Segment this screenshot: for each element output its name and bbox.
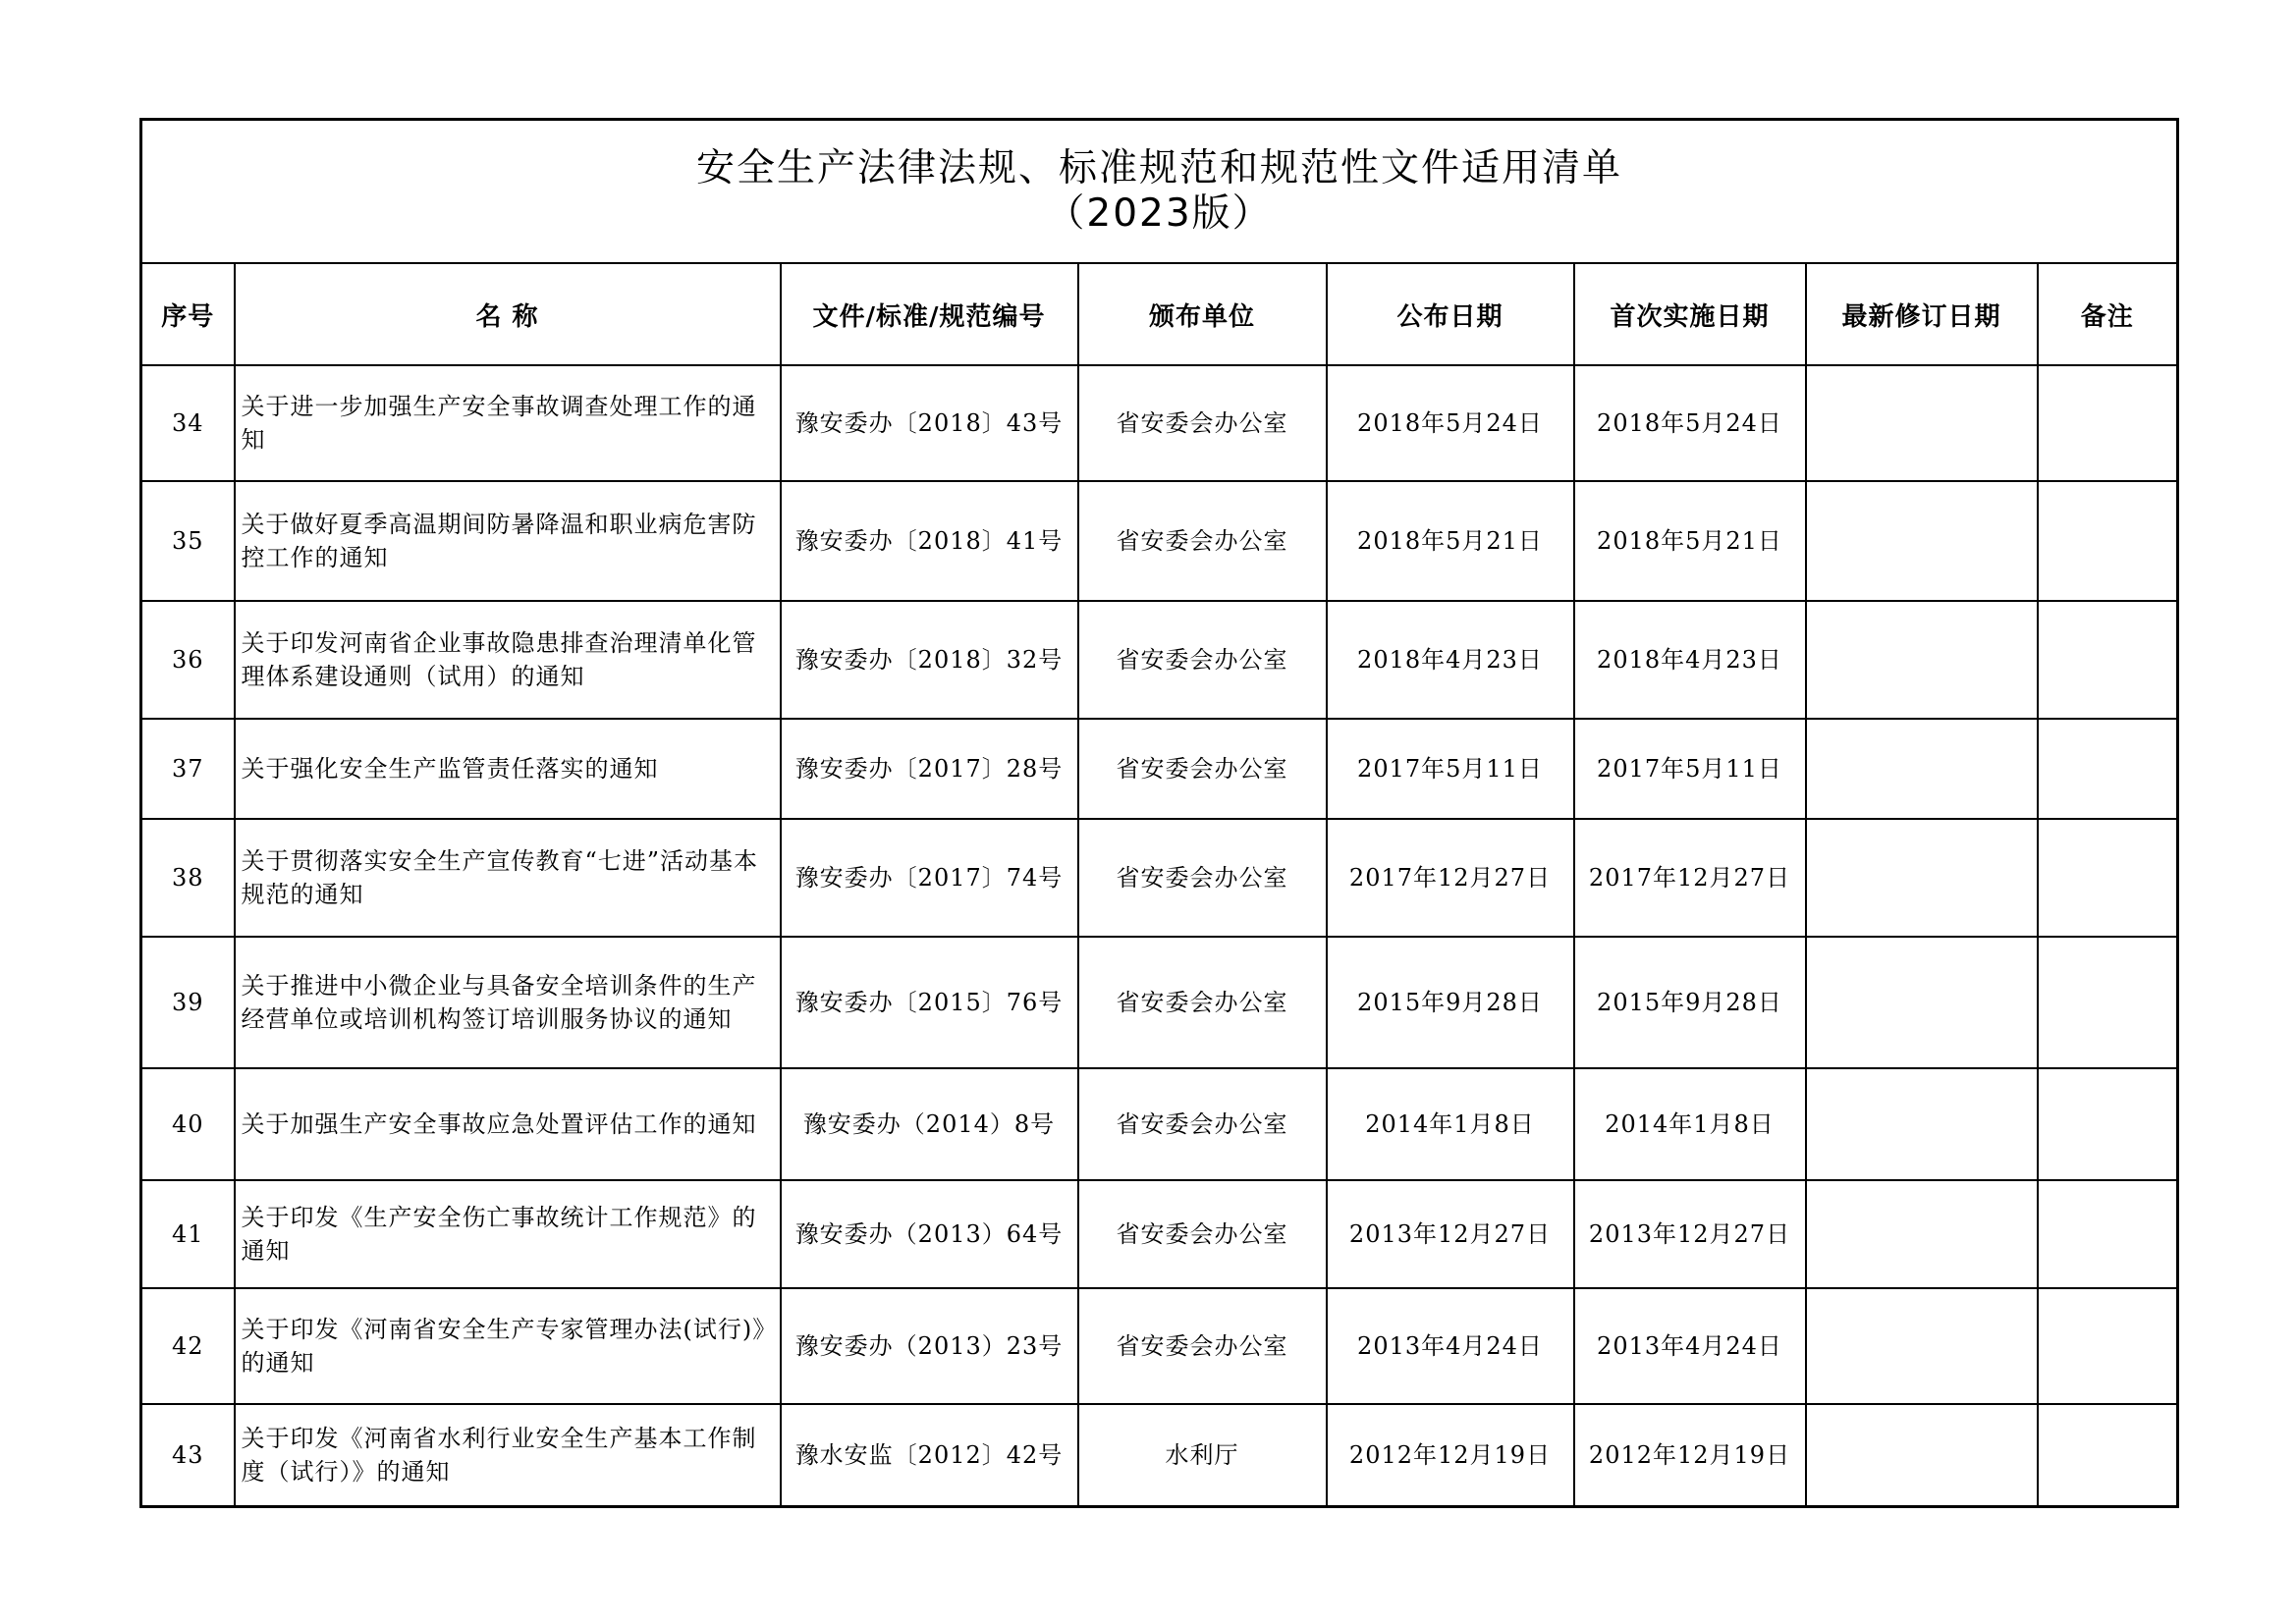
cell-revised [1806,719,2038,819]
cell-published: 2014年1月8日 [1327,1068,1574,1180]
table-row [141,937,2178,1068]
cell-code: 豫安委办〔2018〕41号 [781,481,1078,601]
cell-note [2038,1068,2178,1180]
cell-revised [1806,1068,2038,1180]
cell-effective: 2018年4月23日 [1574,601,1806,719]
cell-no: 37 [141,719,235,819]
cell-name: 关于加强生产安全事故应急处置评估工作的通知 [235,1068,781,1180]
cell-code: 豫安委办〔2018〕43号 [781,365,1078,481]
cell-published: 2013年12月27日 [1327,1180,1574,1288]
table-title [141,120,2178,264]
cell-no: 36 [141,601,235,719]
cell-no: 41 [141,1180,235,1288]
table-row [141,719,2178,819]
cell-issuer: 省安委会办公室 [1078,1068,1327,1180]
cell-note [2038,937,2178,1068]
cell-effective: 2017年5月11日 [1574,719,1806,819]
col-header-code: 文件/标准/规范编号 [781,263,1078,365]
cell-published: 2018年5月24日 [1327,365,1574,481]
cell-code: 豫安委办（2013）64号 [781,1180,1078,1288]
col-header-note: 备注 [2038,263,2178,365]
cell-code: 豫安委办〔2015〕76号 [781,937,1078,1068]
cell-code: 豫水安监〔2012〕42号 [781,1404,1078,1506]
cell-code: 豫安委办〔2018〕32号 [781,601,1078,719]
cell-code: 豫安委办〔2017〕74号 [781,819,1078,937]
table-row [141,1068,2178,1180]
table-row [141,601,2178,719]
cell-effective: 2018年5月21日 [1574,481,1806,601]
cell-issuer: 省安委会办公室 [1078,481,1327,601]
cell-name: 关于印发河南省企业事故隐患排查治理清单化管理体系建设通则（试用）的通知 [235,601,781,719]
col-header-published: 公布日期 [1327,263,1574,365]
cell-no: 40 [141,1068,235,1180]
cell-issuer: 省安委会办公室 [1078,365,1327,481]
cell-code: 豫安委办（2014）8号 [781,1068,1078,1180]
cell-no: 38 [141,819,235,937]
cell-effective: 2013年12月27日 [1574,1180,1806,1288]
col-header-issuer: 颁布单位 [1078,263,1327,365]
cell-note [2038,719,2178,819]
cell-name: 关于印发《河南省水利行业安全生产基本工作制度（试行）》的通知 [235,1404,781,1506]
cell-note [2038,365,2178,481]
col-header-revised: 最新修订日期 [1806,263,2038,365]
cell-effective: 2015年9月28日 [1574,937,1806,1068]
cell-note [2038,481,2178,601]
cell-effective: 2012年12月19日 [1574,1404,1806,1506]
cell-name: 关于进一步加强生产安全事故调查处理工作的通知 [235,365,781,481]
cell-revised [1806,937,2038,1068]
col-header-no: 序号 [141,263,235,365]
cell-no: 35 [141,481,235,601]
cell-published: 2018年5月21日 [1327,481,1574,601]
cell-note [2038,1404,2178,1506]
cell-published: 2013年4月24日 [1327,1288,1574,1404]
cell-revised [1806,819,2038,937]
cell-effective: 2017年12月27日 [1574,819,1806,937]
cell-name: 关于印发《生产安全伤亡事故统计工作规范》的通知 [235,1180,781,1288]
table-row [141,365,2178,481]
cell-published: 2017年12月27日 [1327,819,1574,937]
cell-revised [1806,365,2038,481]
table-row [141,1288,2178,1404]
table-row [141,1404,2178,1506]
table-row [141,1180,2178,1288]
cell-name: 关于强化安全生产监管责任落实的通知 [235,719,781,819]
cell-code: 豫安委办〔2017〕28号 [781,719,1078,819]
col-header-effective: 首次实施日期 [1574,263,1806,365]
cell-name: 关于印发《河南省安全生产专家管理办法(试行)》的通知 [235,1288,781,1404]
cell-published: 2015年9月28日 [1327,937,1574,1068]
cell-no: 39 [141,937,235,1068]
cell-note [2038,819,2178,937]
cell-issuer: 省安委会办公室 [1078,1180,1327,1288]
cell-code: 豫安委办（2013）23号 [781,1288,1078,1404]
cell-name: 关于做好夏季高温期间防暑降温和职业病危害防控工作的通知 [235,481,781,601]
cell-effective: 2013年4月24日 [1574,1288,1806,1404]
regulations-table [139,118,2179,1508]
cell-published: 2012年12月19日 [1327,1404,1574,1506]
cell-revised [1806,481,2038,601]
cell-issuer: 省安委会办公室 [1078,1288,1327,1404]
title-version: （2023版） [1046,191,1273,236]
cell-no: 42 [141,1288,235,1404]
cell-note [2038,601,2178,719]
table-row [141,819,2178,937]
cell-revised [1806,1288,2038,1404]
cell-no: 34 [141,365,235,481]
cell-issuer: 省安委会办公室 [1078,937,1327,1068]
cell-revised [1806,1404,2038,1506]
table-row [141,481,2178,601]
cell-no: 43 [141,1404,235,1506]
cell-published: 2017年5月11日 [1327,719,1574,819]
cell-name: 关于贯彻落实安全生产宣传教育“七进”活动基本规范的通知 [235,819,781,937]
cell-effective: 2018年5月24日 [1574,365,1806,481]
cell-issuer: 省安委会办公室 [1078,719,1327,819]
cell-note [2038,1288,2178,1404]
col-header-name: 名 称 [235,263,781,365]
cell-issuer: 水利厅 [1078,1404,1327,1506]
cell-issuer: 省安委会办公室 [1078,819,1327,937]
title-main: 安全生产法律法规、标准规范和规范性文件适用清单 [696,146,1623,190]
cell-effective: 2014年1月8日 [1574,1068,1806,1180]
cell-revised [1806,601,2038,719]
cell-note [2038,1180,2178,1288]
cell-revised [1806,1180,2038,1288]
cell-published: 2018年4月23日 [1327,601,1574,719]
header-row [141,263,2178,365]
cell-issuer: 省安委会办公室 [1078,601,1327,719]
cell-name: 关于推进中小微企业与具备安全培训条件的生产经营单位或培训机构签订培训服务协议的通知 [235,937,781,1068]
